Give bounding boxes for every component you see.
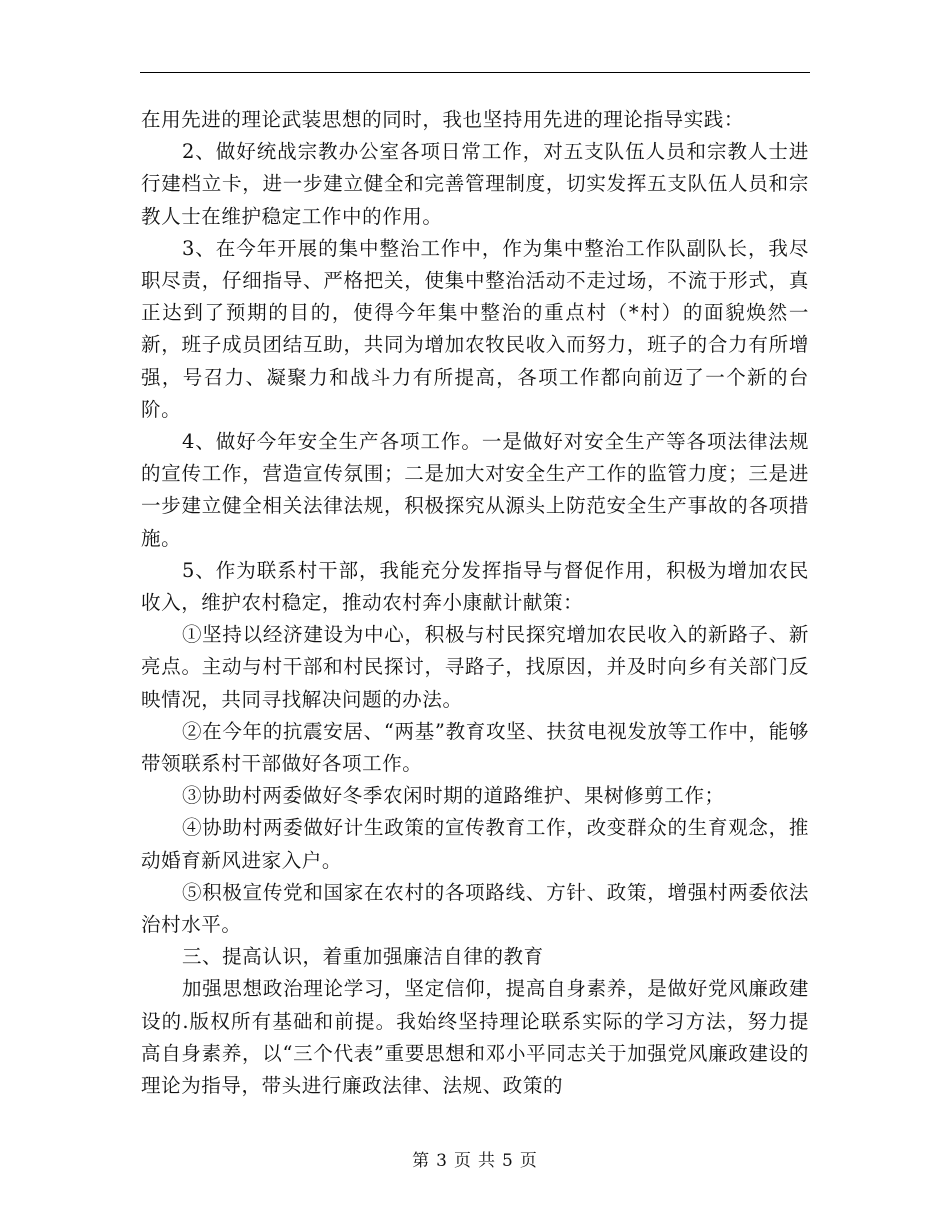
paragraph-7: ②在今年的抗震安居、“两基”教育攻坚、扶贫电视发放等工作中，能够带领联系村干部做好各项工作。 (141, 719, 809, 776)
page-footer (0, 1146, 950, 1171)
footer-total-word: 共 (478, 1151, 496, 1171)
paragraph-12: 加强思想政治理论学习，坚定信仰，提高自身素养，是做好党风廉政建设的.版权所有基础和前提。我始终坚持理论联系实际的学习方法，努力提高自身素养，以“三个代表”重要思想和邓小平同志关于加强党风廉政建设的理论为指导，带头进行廉政法律、法规、政策的 (141, 977, 809, 1098)
footer-suffix: 页 (519, 1151, 538, 1171)
footer-page-word: 页 (454, 1151, 472, 1171)
footer-prefix: 第 (412, 1151, 431, 1171)
section-heading: 三、提高认识，着重加强廉洁自律的教育 (181, 945, 544, 969)
paragraph-3: 3、在今年开展的集中整治工作中，作为集中整治工作队副队长，我尽职尽责，仔细指导、严格把关，使集中整治活动不走过场，不流于形式，真正达到了预期的目的，使得今年集中整治的重点村（*村）的面貌焕然一新，班子成员团结互助，共同为增加农牧民收入而努力，班子的合力有所增强，号召力、凝聚力和战斗力有所提高，各项工作都向前迈了一个新的台阶。 (141, 236, 809, 421)
header-rule (140, 72, 810, 73)
paragraph-5: 5、作为联系村干部，我能充分发挥指导与督促作用，积极为增加农民收入，维护农村稳定，推动农村奔小康献计献策： (141, 558, 809, 615)
footer-current-page: 3 (436, 1151, 448, 1171)
paragraph-1: 在用先进的理论武装思想的同时，我也坚持用先进的理论指导实践： (141, 108, 745, 131)
footer-total-pages: 5 (502, 1151, 514, 1171)
paragraph-6: ①坚持以经济建设为中心，积极与村民探究增加农民收入的新路子、新亮点。主动与村干部和村民探讨，寻路子，找原因，并及时向乡有关部门反映情况，共同寻找解决问题的办法。 (141, 623, 809, 711)
paragraph-2: 2、做好统战宗教办公室各项日常工作，对五支队伍人员和宗教人士进行建档立卡，进一步建立健全和完善管理制度，切实发挥五支队伍人员和宗教人士在维护稳定工作中的作用。 (141, 140, 809, 228)
paragraph-8: ③协助村两委做好冬季农闲时期的道路维护、果树修剪工作； (181, 784, 725, 808)
paragraph-9: ④协助村两委做好计生政策的宣传教育工作，改变群众的生育观念，推动婚育新风进家入户。 (141, 816, 809, 872)
paragraph-10: ⑤积极宣传党和国家在农村的各项路线、方针、政策，增强村两委依法治村水平。 (141, 880, 809, 937)
document-body (141, 104, 809, 1102)
paragraph-4: 4、做好今年安全生产各项工作。一是做好对安全生产等各项法律法规的宣传工作，营造宣传氛围；二是加大对安全生产工作的监管力度；三是进一步建立健全相关法律法规，积极探究从源头上防范安全生产事故的各项措施。 (141, 430, 809, 550)
